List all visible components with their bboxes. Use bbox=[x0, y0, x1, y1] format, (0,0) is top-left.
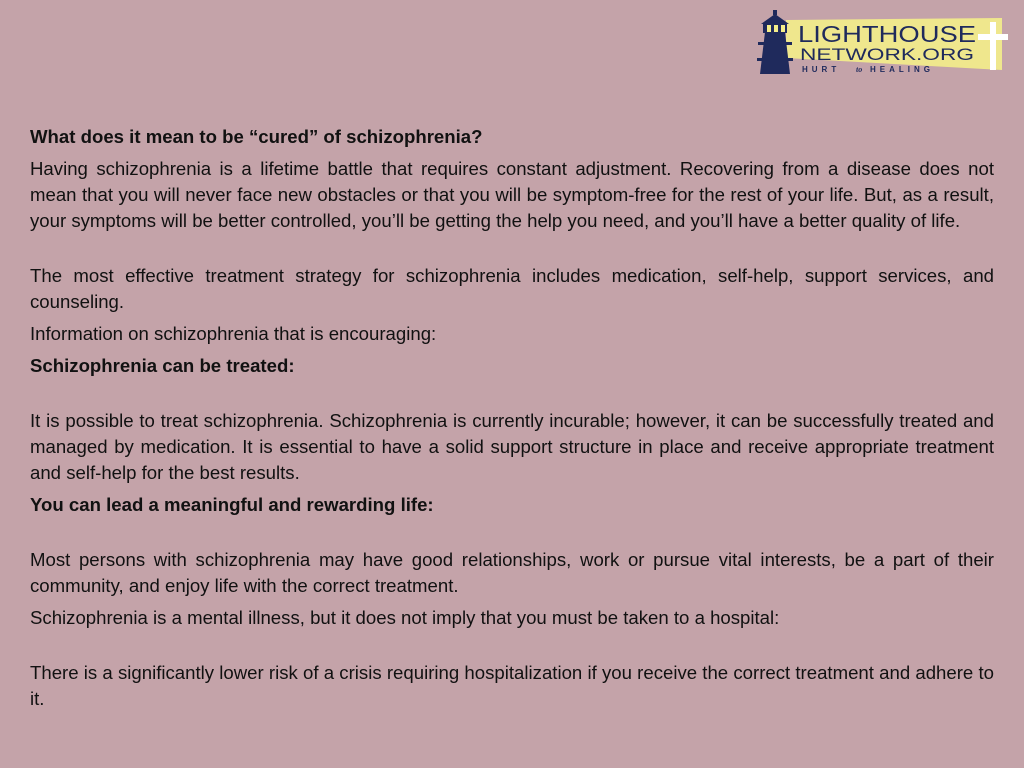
logo-line1-text: LIGHTHOUSE bbox=[798, 21, 976, 47]
lighthouse-band-shape bbox=[757, 58, 793, 61]
section-heading-cured: What does it mean to be “cured” of schizophrenia? bbox=[30, 126, 483, 147]
paragraph-lifetime-battle: Having schizophrenia is a lifetime battle that requires constant adjustment. Recovering from a disease does not mean that you will never face new obstacles or that you will be symptom-free for the rest of your life. But, as a result, your symptoms will be better controlled, you’ll be getting the help you need, and you’ll have a better quality of life. bbox=[30, 158, 994, 231]
paragraph-treatment-strategy: The most effective treatment strategy for schizophrenia includes medication, self-help, support services, and counseling. bbox=[30, 265, 994, 312]
section-heading-can-be-treated: Schizophrenia can be treated: bbox=[30, 355, 295, 376]
paragraph-possible-to-treat: It is possible to treat schizophrenia. Schizophrenia is currently incurable; however, it can be successfully treated and managed by medication. It is essential to have a solid support structure in place and receive appropriate treatment and self-help for the best results. bbox=[30, 410, 994, 483]
logo-tagline-right: HEALING bbox=[870, 65, 934, 74]
lighthouse-window-shape bbox=[781, 25, 785, 32]
cross-horizontal-shape bbox=[978, 34, 1008, 40]
section-heading-meaningful-life: You can lead a meaningful and rewarding life: bbox=[30, 494, 434, 515]
document-body bbox=[30, 124, 994, 712]
logo-tagline-left: HURT bbox=[802, 65, 841, 74]
lighthouse-window-shape bbox=[774, 25, 778, 32]
paragraph-lower-risk: There is a significantly lower risk of a crisis requiring hospitalization if you receive the correct treatment and adhere to it. bbox=[30, 662, 994, 709]
lighthouse-roof-shape bbox=[761, 14, 789, 24]
lighthouse-band-shape bbox=[758, 42, 792, 45]
paragraph-good-relationships: Most persons with schizophrenia may have good relationships, work or pursue vital interests, be a part of their community, and enjoy life with the correct treatment. bbox=[30, 549, 994, 596]
lighthouse-spire-shape bbox=[773, 10, 777, 15]
lighthouse-tower-shape bbox=[760, 32, 790, 74]
paragraph-hospital-not-implied: Schizophrenia is a mental illness, but it does not imply that you must be taken to a hospital: bbox=[30, 607, 780, 628]
lighthouse-logo-graphic bbox=[752, 6, 1016, 78]
lighthouse-window-shape bbox=[767, 25, 771, 32]
lighthouse-network-logo bbox=[752, 6, 1016, 78]
logo-line2-text: NETWORK.ORG bbox=[800, 45, 974, 64]
cross-vertical-shape bbox=[990, 22, 996, 70]
paragraph-encouraging-info: Information on schizophrenia that is encouraging: bbox=[30, 323, 437, 344]
logo-tagline-mid: to bbox=[856, 65, 863, 74]
